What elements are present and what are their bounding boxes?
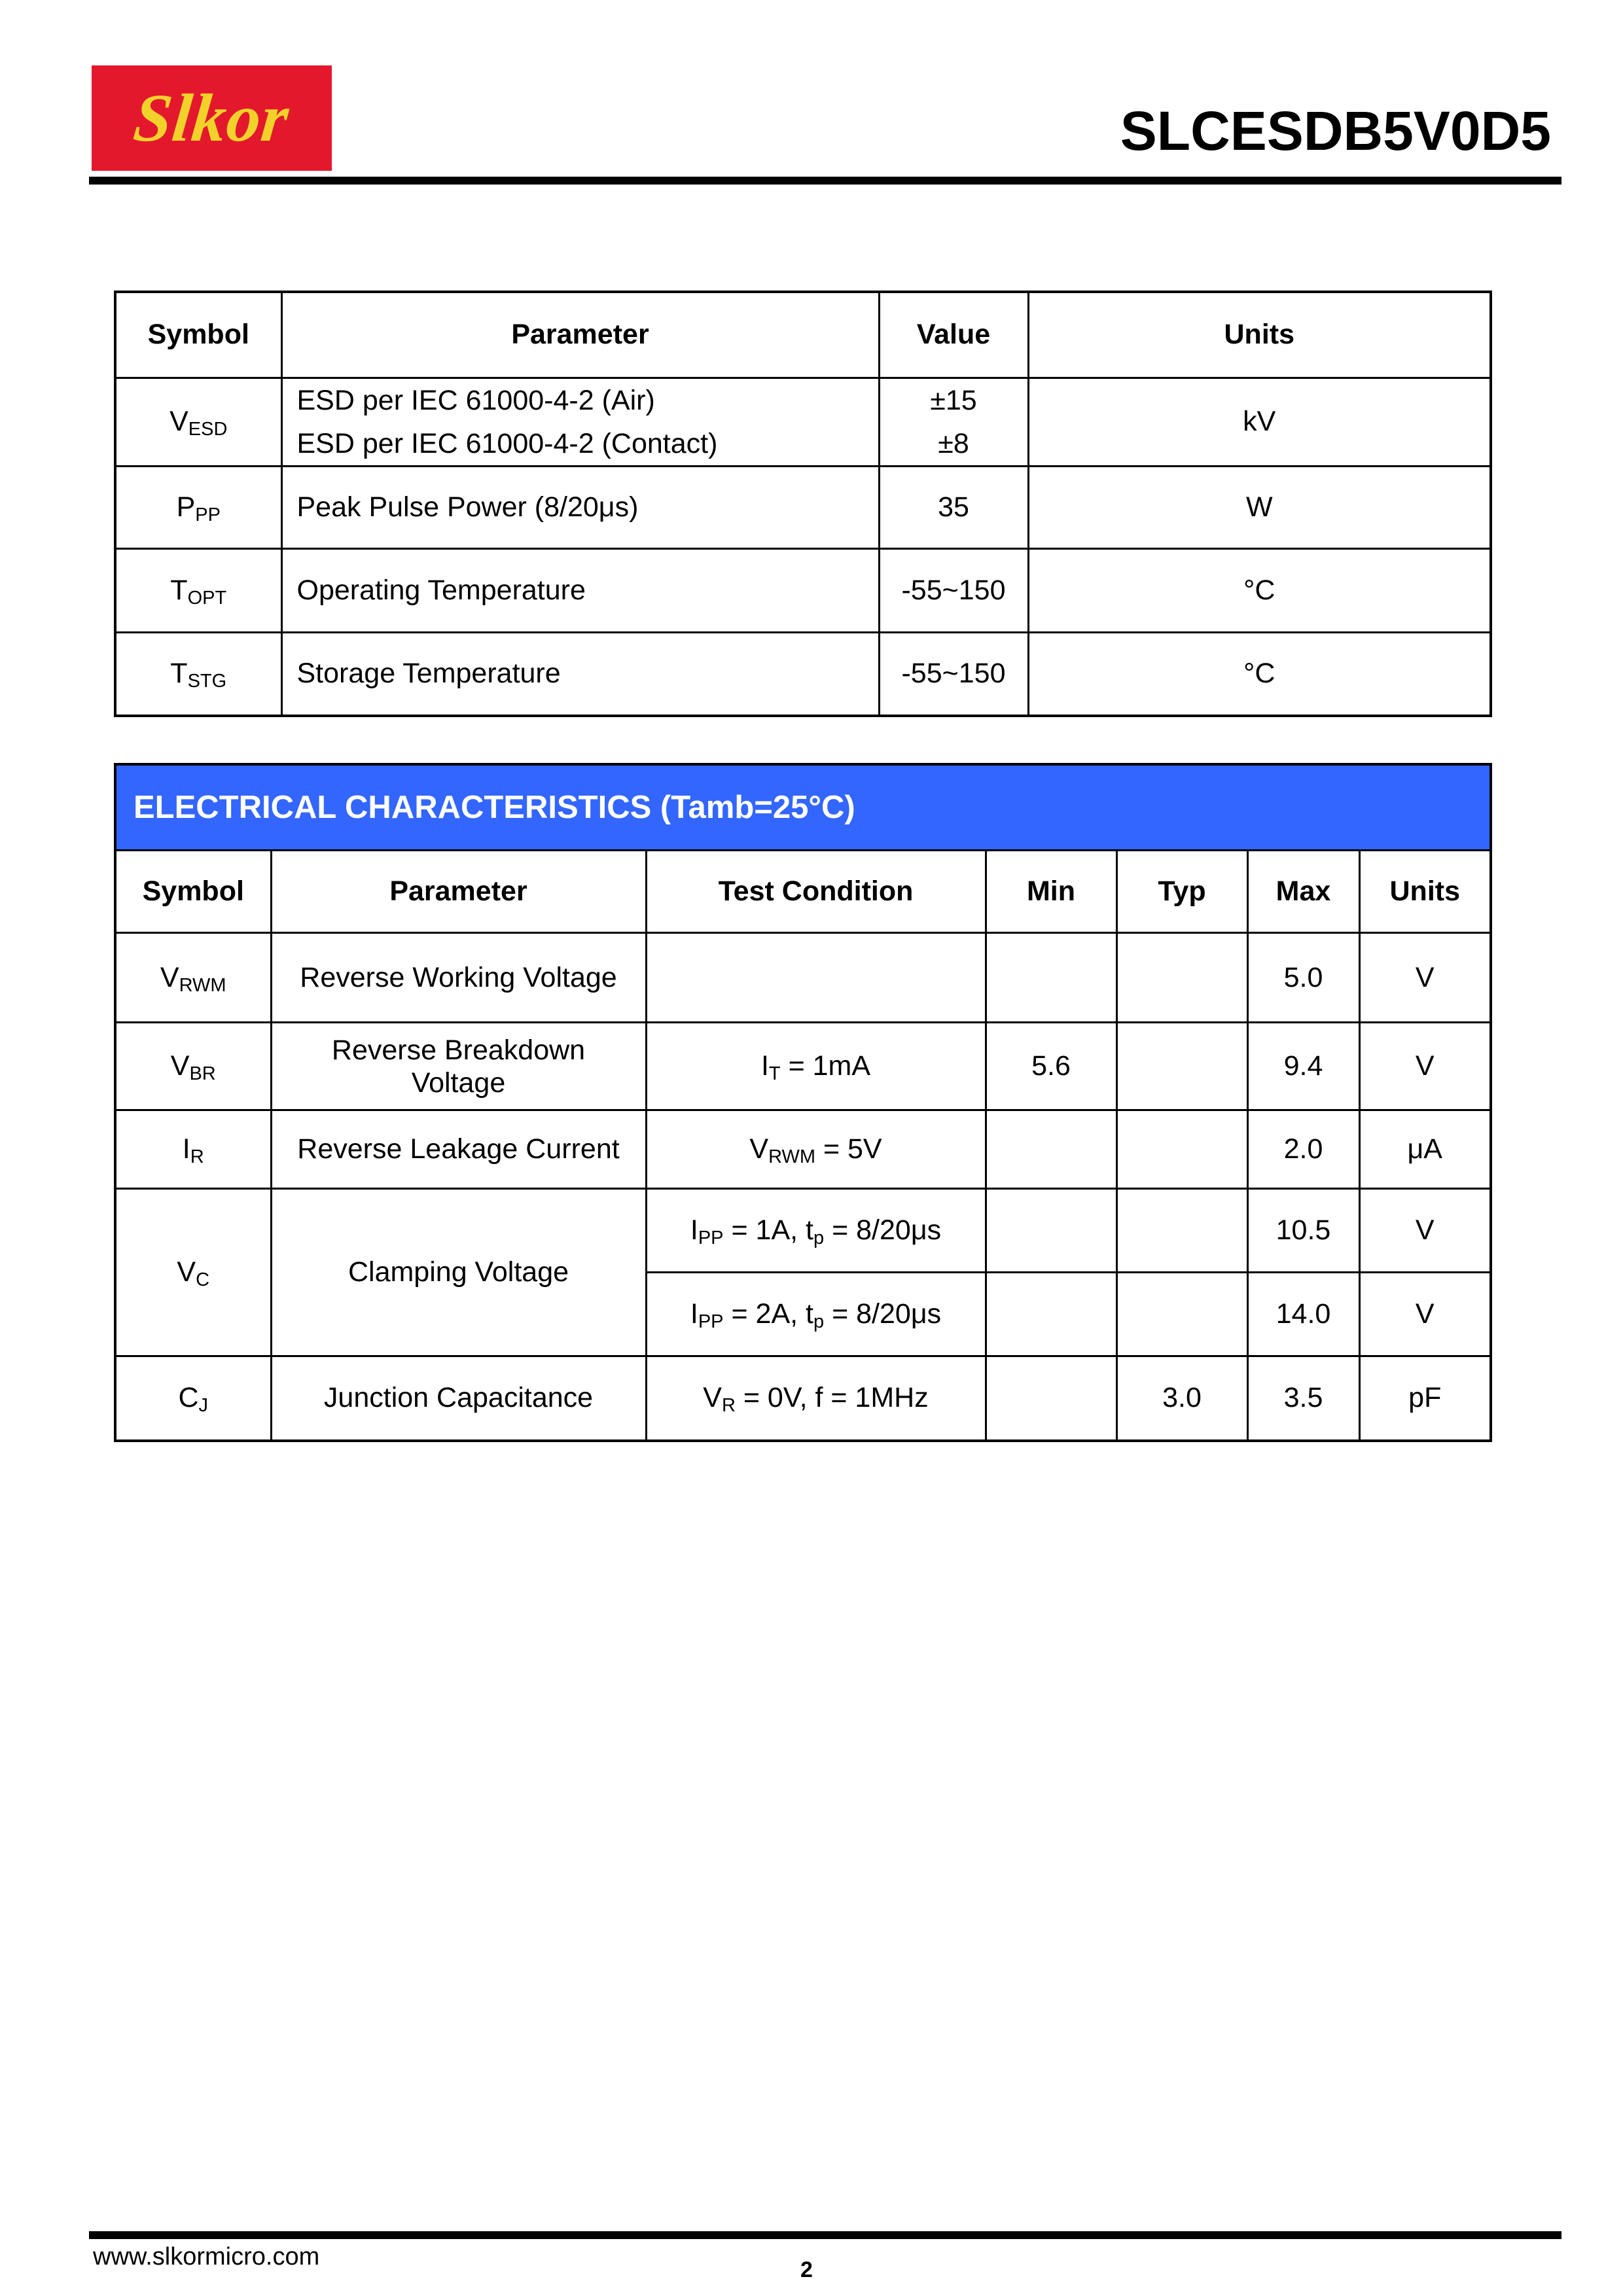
min-cell [986,1189,1116,1273]
logo-text: Slkor [130,80,293,156]
table-header-row [115,851,1491,933]
typ-cell [1116,1110,1247,1189]
parameter-cell: Junction Capacitance [271,1356,646,1441]
value-cell: ±15 ±8 [879,378,1028,466]
parameter-cell: ESD per IEC 61000-4-2 (Air) ESD per IEC 61000-4-2 (Contact) [281,378,879,466]
header-parameter: Parameter [281,292,879,378]
header-parameter: Parameter [271,851,646,933]
header-value: Value [879,292,1028,378]
symbol-cell: $V_{ESD}$ [115,378,281,466]
typ-cell [1116,1273,1247,1356]
table-row [115,632,1491,716]
units-cell: W [1028,466,1491,548]
test-condition-cell: $V_R = 0V$, f = 1MHz [646,1356,986,1441]
units-cell: V [1359,1273,1491,1356]
max-cell: 3.5 [1247,1356,1359,1441]
symbol-cell: $P_{PP}$ [115,466,281,548]
part-number-title: SLCESDB5V0D5 [1120,100,1551,162]
table-row [115,1356,1491,1441]
units-cell: pF [1359,1356,1491,1441]
symbol-cell: $C_J$ [115,1356,271,1441]
units-cell: °C [1028,632,1491,716]
table-row [115,1023,1491,1110]
min-cell [986,1273,1116,1356]
max-ratings-table [114,291,1492,717]
min-cell: 5.6 [986,1023,1116,1110]
parameter-cell: Reverse Leakage Current [271,1110,646,1189]
table-row [115,933,1491,1023]
max-cell: 2.0 [1247,1110,1359,1189]
table-row [115,378,1491,466]
parameter-cell: Operating Temperature [281,548,879,632]
header-max: Max [1247,851,1359,933]
table-row [115,548,1491,632]
header-min: Min [986,851,1116,933]
header-rule [89,177,1561,185]
typ-cell [1116,1023,1247,1110]
parameter-cell: Peak Pulse Power (8/20μs) [281,466,879,548]
symbol-cell: $T_{STG}$ [115,632,281,716]
value-cell: -55~150 [879,548,1028,632]
parameter-cell: Reverse Working Voltage [271,933,646,1023]
parameter-cell: Reverse Breakdown Voltage [271,1023,646,1110]
typ-cell [1116,933,1247,1023]
table-row [115,1110,1491,1189]
test-condition-cell: $I_{PP} = 2A$, $t_p = 8/20\mu s$ [646,1273,986,1356]
typ-cell: 3.0 [1116,1356,1247,1441]
units-cell: μA [1359,1110,1491,1189]
header-typ: Typ [1116,851,1247,933]
units-cell: V [1359,1023,1491,1110]
units-cell: V [1359,1189,1491,1273]
header-symbol: Symbol [115,292,281,378]
page-number: 2 [800,2257,813,2282]
header-units: Units [1359,851,1491,933]
value-cell: 35 [879,466,1028,548]
section-title: ELECTRICAL CHARACTERISTICS (Tamb=25°C) [115,764,1491,851]
symbol-cell: $T_{OPT}$ [115,548,281,632]
parameter-cell: Clamping Voltage [271,1189,646,1356]
units-cell: kV [1028,378,1491,466]
test-condition-cell: $I_{PP} = 1A$, $t_p = 8/20\mu s$ [646,1189,986,1273]
symbol-cell: $I_R$ [115,1110,271,1189]
min-cell [986,933,1116,1023]
test-condition-cell [646,933,986,1023]
parameter-cell: Storage Temperature [281,632,879,716]
units-cell: V [1359,933,1491,1023]
company-logo [92,65,332,171]
header-units: Units [1028,292,1491,378]
electrical-characteristics-table [114,763,1492,1442]
table-row [115,466,1491,548]
footer-website-link[interactable]: www.slkormicro.com [93,2243,320,2270]
typ-cell [1116,1189,1247,1273]
symbol-cell: $V_{RWM}$ [115,933,271,1023]
max-cell: 9.4 [1247,1023,1359,1110]
symbol-cell: $V_{BR}$ [115,1023,271,1110]
table-header-row [115,292,1491,378]
max-cell: 10.5 [1247,1189,1359,1273]
max-cell: 5.0 [1247,933,1359,1023]
min-cell [986,1110,1116,1189]
header-test-condition: Test Condition [646,851,986,933]
table-row [115,1189,1491,1273]
test-condition-cell: $I_T = 1mA$ [646,1023,986,1110]
footer-rule [89,2231,1561,2239]
section-banner-row [115,764,1491,851]
header-symbol: Symbol [115,851,271,933]
min-cell [986,1356,1116,1441]
max-cell: 14.0 [1247,1273,1359,1356]
symbol-cell: $V_C$ [115,1189,271,1356]
value-cell: -55~150 [879,632,1028,716]
units-cell: °C [1028,548,1491,632]
test-condition-cell: $V_{RWM} = 5V$ [646,1110,986,1189]
